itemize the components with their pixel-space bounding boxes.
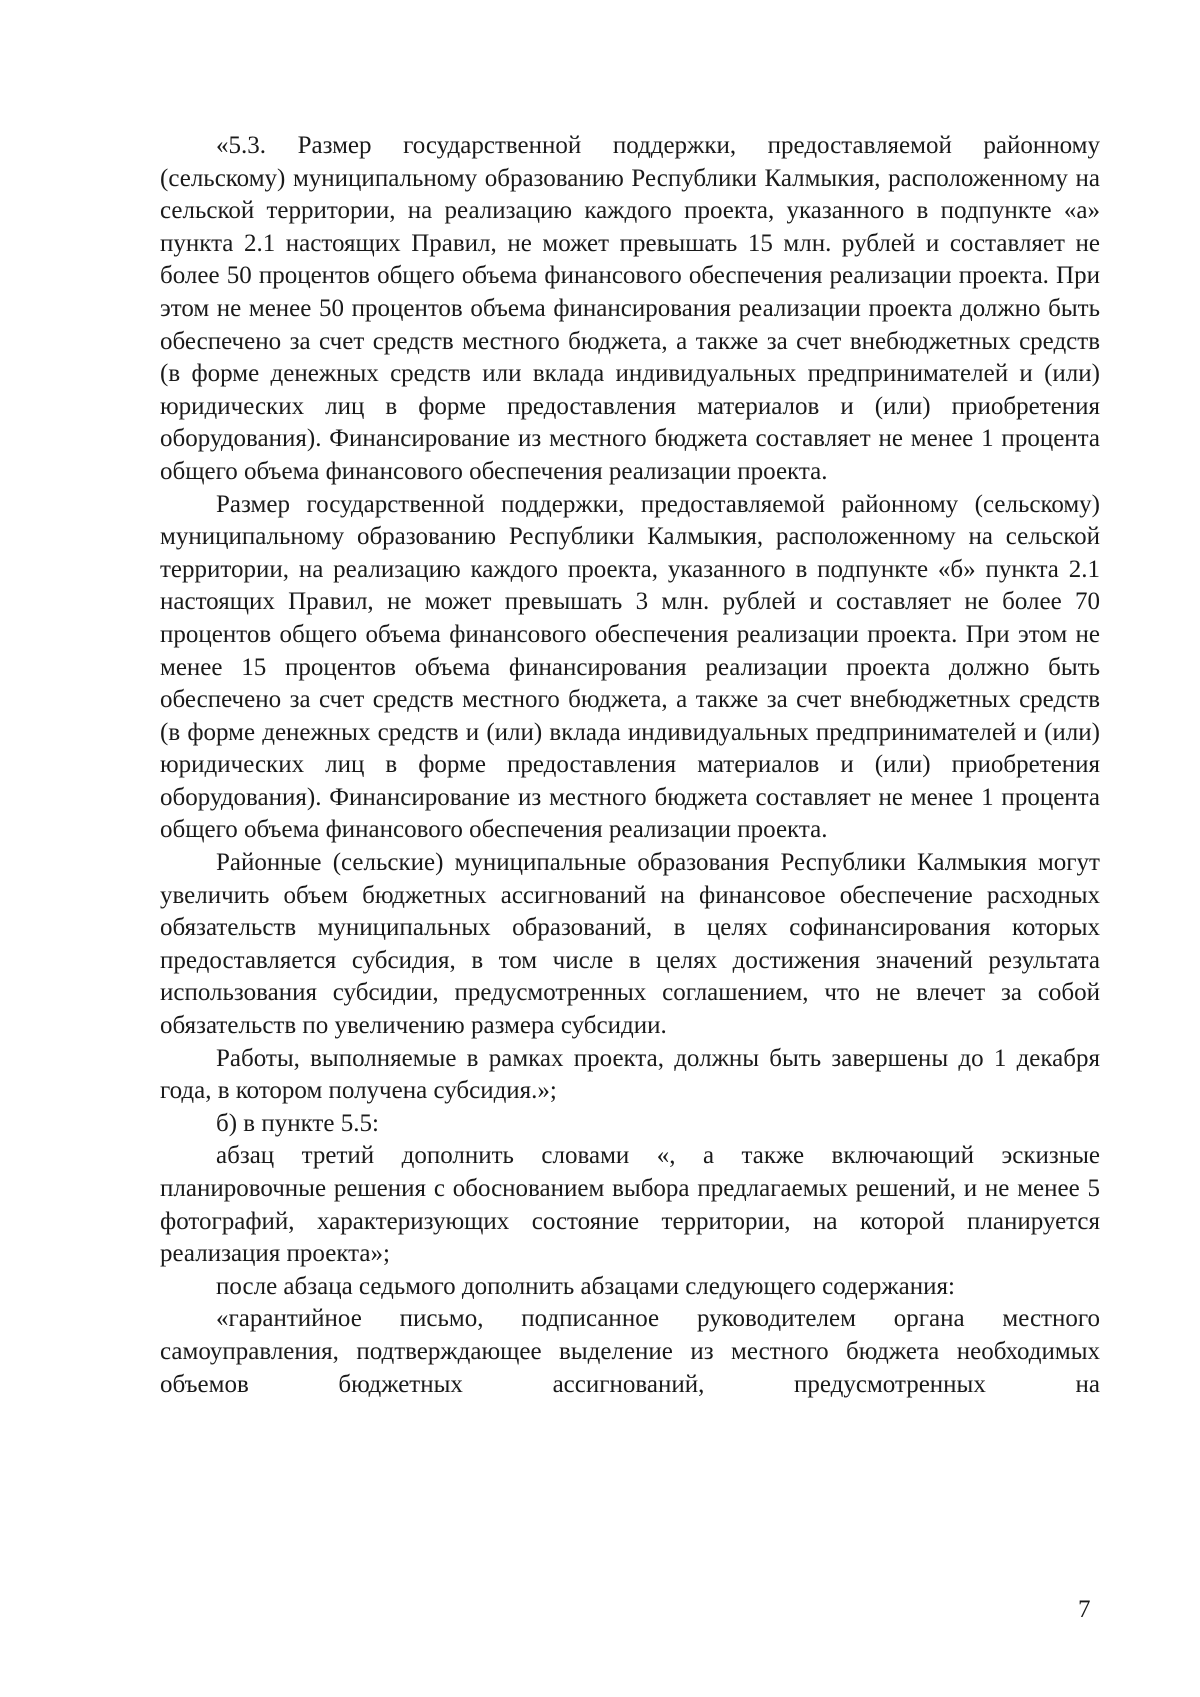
paragraph-guarantee-letter: «гарантийное письмо, подписанное руководителем органа местного самоуправления, подтверждающее выделение из местного бюджета необходимых объемов бюджетных ассигнований, предусмотренных на: [160, 1305, 1100, 1398]
page-number: 7: [1078, 1596, 1091, 1623]
paragraph-5-3: «5.3. Размер государственной поддержки, предоставляемой районному (сельскому) муниципальному образованию Республики Калмыкия, расположенному на сельской территории, на реализацию каждого проекта, указанного в подпункте «а» пункта 2.1 настоящих Правил, не может превышать 15 млн. рублей и составляет не более 50 процентов общего объема финансового обеспечения реализации проекта. При этом не менее 50 процентов объема финансирования реализации проекта должно быть обеспечено за счет средств местного бюджета, а также за счет внебюджетных средств (в форме денежных средств или вклада индивидуальных предпринимателей и (или) юридических лиц в форме предоставления материалов и (или) приобретения оборудования). Финансирование из местного бюджета составляет не менее 1 процента общего объема финансового обеспечения реализации проекта.: [160, 132, 1100, 485]
paragraph-works-completion: Работы, выполняемые в рамках проекта, должны быть завершены до 1 декабря года, в котором получена субсидия.»;: [160, 1044, 1100, 1105]
paragraph-third-addition: абзац третий дополнить словами «, а также включающий эскизные планировочные решения с обоснованием выбора предлагаемых решений, и не менее 5 фотографий, характеризующих состояние территории, на которой планируется реализация проекта»;: [160, 1142, 1100, 1268]
paragraph-budget-increase: Районные (сельские) муниципальные образования Республики Калмыкия могут увеличить объем бюджетных ассигнований на финансовое обеспечение расходных обязательств муниципальных образований, в целях софинансирования которых предоставляется субсидия, в том числе в целях достижения значений результата использования субсидии, предусмотренных соглашением, что не влечет за собой обязательств по увеличению размера субсидии.: [160, 849, 1100, 1040]
paragraph-seventh-addition: после абзаца седьмого дополнить абзацами следующего содержания:: [216, 1272, 955, 1300]
document-body: [160, 130, 1100, 1401]
paragraph-support-b: Размер государственной поддержки, предоставляемой районному (сельскому) муниципальному образованию Республики Калмыкия, расположенному на сельской территории, на реализацию каждого проекта, указанного в подпункте «б» пункта 2.1 настоящих Правил, не может превышать 3 млн. рублей и составляет не более 70 процентов общего объема финансового обеспечения реализации проекта. При этом не менее 15 процентов объема финансирования реализации проекта должно быть обеспечено за счет средств местного бюджета, а также за счет внебюджетных средств (в форме денежных средств и (или) вклада индивидуальных предпринимателей и (или) юридических лиц в форме предоставления материалов и (или) приобретения оборудования). Финансирование из местного бюджета составляет не менее 1 процента общего объема финансового обеспечения реализации проекта.: [160, 490, 1100, 844]
paragraph-item-5-5: б) в пункте 5.5:: [216, 1109, 379, 1137]
